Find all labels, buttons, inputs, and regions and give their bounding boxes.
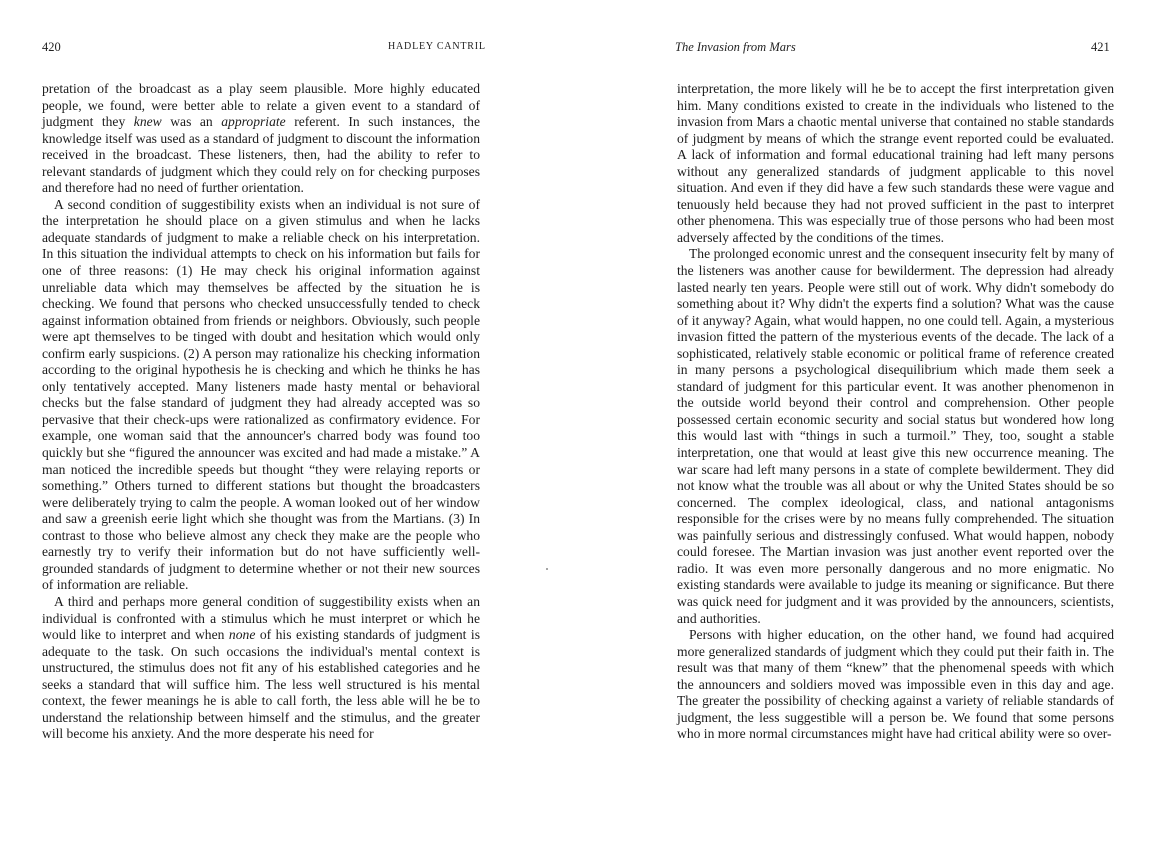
paragraph: [42, 594, 480, 743]
paragraph: Persons with higher education, on the other hand, we found had acquired more generalized standards of judgment which they could put their faith in. The result was that many of them “knew” that the phenomenal speeds with which the announcers and soldiers moved was impossible even in this day and age. The greater the possibility of checking against a variety of reliable standards of judgment, the less suggestible will a person be. We found that some persons who in more normal circumstances might have had critical ability were so over-: [677, 627, 1114, 742]
body-text: [42, 81, 480, 743]
emphasis-knew: knew: [133, 114, 162, 130]
emphasis-appropriate: appropriate: [221, 114, 286, 130]
paragraph: A second condition of suggestibility exists when an individual is not sure of the interpretation he should place on a given stimulus and when he lacks adequate standards of judgment to make a reliable check on his interpretation. In this situation the individual attempts to check on his information but fails for one of three reasons: (1) He may check his original information against unreliable data which may themselves be affected by the situation he is checking. We found that persons who checked unsuccessfully tended to check against information obtained from friends or neighbors. Obviously, such people were apt themselves to be tinged with doubt and hesitation which would only confirm early suspicions. (2) A person may rationalize his checking information according to the original hypothesis he is checking and which he thinks he has only tentatively accepted. Many listeners made hasty mental or behavioral checks but the false standard of judgment they had already accepted was so pervasive that their check-ups were rationalized as confirmatory evidence. For example, one woman said that the announcer's charred body was found too quickly but she “figured the announcer was excited and had made a mistake.” A man noticed the incredible speeds but thought “they were relaying reports or something.” Others turned to different stations but thought the broadcasters were deliberately trying to calm the people. A woman looked out of her window and saw a greenish eerie light which she thought was from the Martians. (3) In contrast to those who believe almost any check they make are the people who earnestly try to verify their information but do not have sufficiently well-grounded standards of judgment to determine whether or not their new sources of information are reliable.: [42, 196, 480, 593]
text-run: referent. In such instances, the knowledge itself was used as a standard of judgment to discount the information received in the broadcast. These listeners, then, had the ability to refer to relevant standards of judgment which they could rely on for checking purposes and therefore had no need of further orientation.: [42, 114, 480, 196]
text-run: pretation of the broadcast as a play seem plausible. More highly educated people, we found, were better able to relate a given event to a standard of judgment they: [42, 81, 480, 130]
paragraph: The prolonged economic unrest and the consequent insecurity felt by many of the listeners was another cause for bewilderment. The depression had already lasted nearly ten years. People were still out of work. Why didn't somebody do something about it? Why didn't the experts find a solution? What was the cause of it anyway? Again, what would happen, no one could tell. Again, a mysterious invasion fitted the pattern of the mysterious events of the decade. The lack of a sophisticated, relatively stable economic or political frame of reference created in many persons a psychological disequilibrium which made them seek a standard of judgment for this particular event. It was another phenomenon in the outside world beyond their control and comprehension. Other people possessed certain economic security and social status but wondered how long this would last with “things in such a turmoil.” They, too, sought a stable interpretation, one that would at least give this new occurrence meaning. The war scare had left many persons in a state of complete bewilderment. They did not know what the trouble was all about or why the United States should be so concerned. The complex ideological, class, and national antagonisms responsible for the crises were by no means fully comprehended. The situation was painfully serious and distressingly confused. What would happen, nobody could foresee. The Martian invasion was just another event reported over the radio. It was even more personally dangerous and no more enigmatic. No existing standards were available to judge its meaning or significance. But there was quick need for judgment and it was provided by the announcers, scientists, and authorities.: [677, 246, 1114, 626]
text-run: A third and perhaps more general condition of suggestibility exists when an individual is confronted with a stimulus which he must interpret or which he would like to interpret and when: [42, 593, 480, 643]
paragraph: interpretation, the more likely will he be to accept the first interpretation given him. Many conditions existed to create in the individuals who listened to the invasion from Mars a chaotic mental universe that contained no stable standards of judgment by means of which the strange event reported could be evaluated. A lack of information and formal educational training had left many persons without any generalized standards of judgment applicable to this novel situation. And even if they did have a few such standards these were vague and tenuously held because they had not proved sufficient in the past to interpret other phenomena. This was especially true of those persons who had been most adversely affected by the conditions of the times.: [677, 81, 1114, 245]
page-number: 421: [1091, 40, 1110, 54]
page-number: 420: [42, 40, 61, 54]
emphasis-none: none: [228, 627, 256, 643]
text-run: was an: [161, 114, 222, 130]
running-head: The Invasion from Mars: [675, 40, 796, 54]
body-text: [677, 81, 1114, 743]
text-run: of his existing standards of judgment is adequate to the task. On such occasions the individual's mental context is unstructured, the stimulus does not fit any of his established categories and he seeks a standard that will suffice him. The less well structured is his mental context, the fewer meanings he is able to call forth, the less able will he be to understand the relationship between himself and the stimulus, and the greater will become his anxiety. And the more desperate his need for: [42, 627, 480, 742]
paragraph: [42, 81, 480, 197]
right-page: [578, 0, 1155, 863]
running-head: HADLEY CANTRIL: [388, 41, 486, 52]
scan-speck: [546, 568, 548, 570]
